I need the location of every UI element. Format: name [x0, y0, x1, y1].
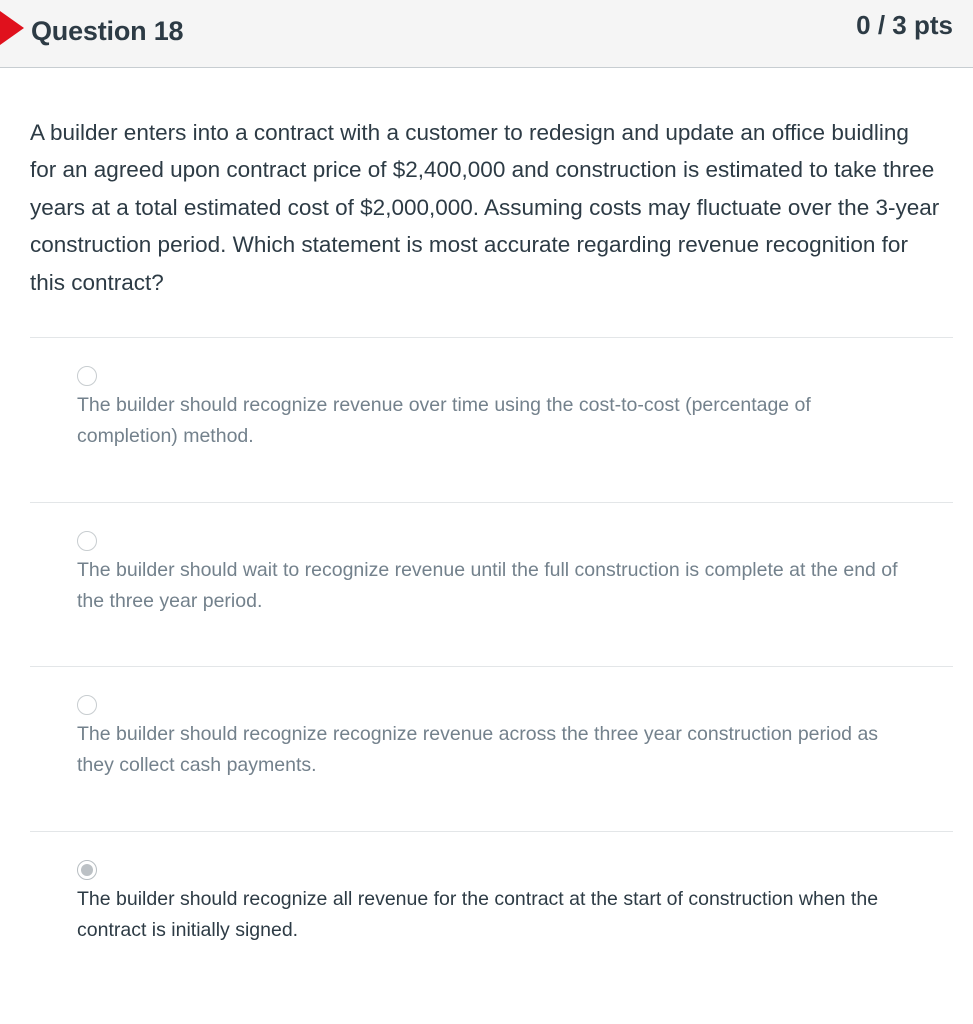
radio-button[interactable]: [77, 695, 97, 715]
radio-button[interactable]: [77, 366, 97, 386]
question-title: Question 18: [31, 16, 184, 46]
radio-button[interactable]: [77, 531, 97, 551]
question-points: 0 / 3 pts: [856, 10, 953, 40]
answer-label: The builder should wait to recognize revenue until the full construction is complete at the end of the three year period.: [77, 558, 898, 612]
answer-label: The builder should recognize revenue over time using the cost-to-cost (percentage of completion) method.: [77, 394, 811, 447]
question-header: [0, 0, 973, 68]
answer-label: The builder should recognize recognize revenue across the three year construction period as they collect cash payments.: [77, 723, 879, 776]
answer-option[interactable]: [30, 666, 953, 831]
answer-option[interactable]: [30, 337, 953, 502]
answer-option[interactable]: [30, 502, 953, 667]
answer-list: [30, 337, 953, 995]
answer-option-selected[interactable]: [30, 831, 953, 996]
question-text: A builder enters into a contract with a customer to redesign and update an office buidling for an agreed upon contract price of $2,400,000 and construction is estimated to take three years at a total estimated cost of $2,000,000. Assuming costs may fluctuate over the 3-year construction period. Which statement is most accurate regarding revenue recognition for this contract?: [30, 120, 940, 295]
flag-icon[interactable]: [0, 11, 24, 45]
answer-label: The builder should recognize all revenue for the contract at the start of construction when the contract is initially signed.: [77, 887, 879, 941]
radio-button-selected[interactable]: [77, 860, 97, 880]
